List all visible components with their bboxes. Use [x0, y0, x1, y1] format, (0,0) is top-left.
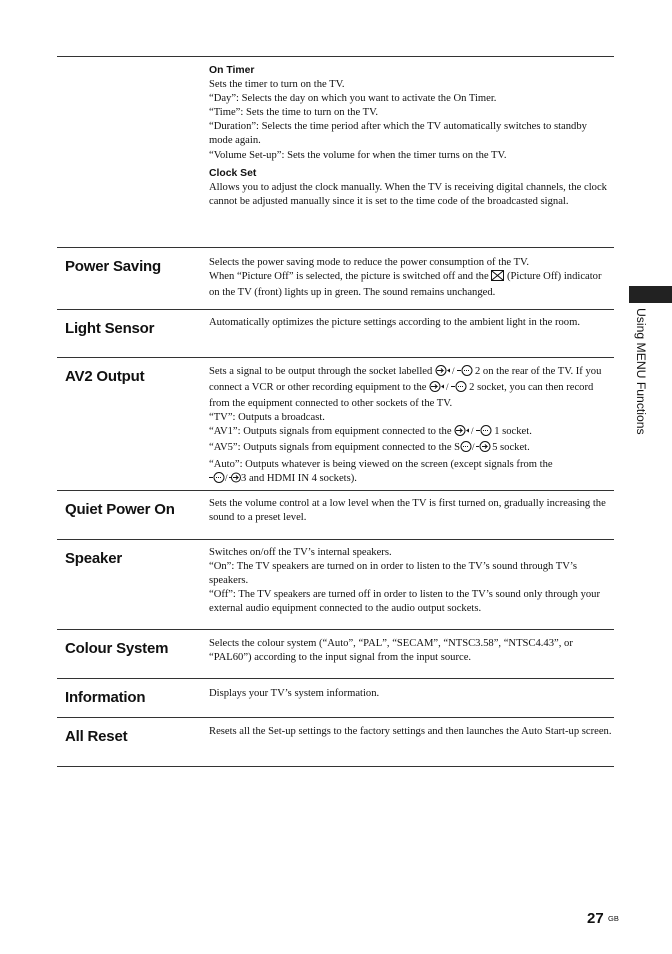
all-reset-text: Resets all the Set-up settings to the factory settings and then launches the Auto Start-up screen. [209, 726, 612, 737]
svg-text:/: / [472, 442, 475, 453]
all-reset-label: All Reset [65, 728, 128, 745]
av-input-output-icon [429, 381, 469, 397]
av2-output-tv: “TV”: Outputs a broadcast. [209, 412, 325, 424]
row-av2-output [57, 358, 614, 491]
power-saving-line: When “Picture Off” is selected, the picture is switched off and the (Picture Off) indicator on the TV (front) lights up in green. The sound remains unchanged. [209, 271, 602, 299]
av-input-output-icon [435, 365, 475, 381]
page-number: 27 [587, 910, 604, 927]
section-side-text: Using MENU Functions [634, 308, 648, 435]
row-power-saving [57, 248, 614, 310]
av-output-icon [209, 472, 241, 488]
svg-text:/: / [471, 426, 474, 437]
on-timer-line: Sets the timer to turn on the TV. [209, 79, 345, 91]
svg-text:/: / [225, 472, 228, 483]
on-timer-line: “Volume Set-up”: Sets the volume for when the timer turns on the TV. [209, 149, 507, 161]
av2-output-auto: “Auto”: Outputs whatever is being viewed on the screen (except signals from the / 3 and HDMI IN 4 sockets). [209, 458, 612, 488]
quiet-power-on-label: Quiet Power On [65, 501, 175, 518]
on-timer-line: “Duration”: Selects the time period after which the TV automatically switches to standby mode again. [209, 121, 587, 147]
row-colour-system [57, 630, 614, 679]
speaker-line: “On”: The TV speakers are turned on in order to listen to the TV’s sound through TV’s speakers. [209, 561, 577, 587]
speaker-label: Speaker [65, 550, 122, 567]
colour-system-label: Colour System [65, 640, 169, 657]
settings-table [57, 56, 614, 767]
svg-text:/: / [451, 366, 455, 376]
power-saving-line: Selects the power saving mode to reduce the power consumption of the TV. [209, 257, 529, 268]
clock-set-text: Allows you to adjust the clock manually. When the TV is receiving digital channels, the clock cannot be adjusted manually since it is set to the time code of the broadcasted signal. [209, 181, 607, 207]
row-quiet-power-on [57, 491, 614, 540]
section-side-label [636, 308, 650, 468]
speaker-line: Switches on/off the TV’s internal speakers. [209, 547, 392, 558]
av2-output-av1: “AV1”: Outputs signals from equipment connected to the / 1 socket. [209, 425, 612, 441]
on-timer-line: “Day”: Selects the day on which you want to activate the On Timer. [209, 93, 497, 105]
quiet-power-on-text: Sets the volume control at a low level when the TV is first turned on, gradually increasing the sound to a preset level. [209, 498, 606, 524]
av-input-icon [454, 425, 494, 441]
page-number-suffix: GB [608, 914, 619, 923]
row-timer [57, 57, 614, 248]
svg-text:/: / [446, 382, 449, 393]
on-timer-line: “Time”: Sets the time to turn on the TV. [209, 107, 379, 119]
row-all-reset [57, 718, 614, 767]
clock-set-heading: Clock Set [209, 167, 257, 179]
speaker-line: “Off”: The TV speakers are turned off in order to listen to the TV’s sound only through your external audio equipment connected to the audio output sockets. [209, 589, 601, 615]
row-speaker [57, 540, 614, 630]
colour-system-text: Selects the colour system (“Auto”, “PAL”, “SECAM”, “NTSC3.58”, “NTSC4.43”, or “PAL60”) according to the input signal from the input source. [209, 638, 573, 664]
av2-output-av5: “AV5”: Outputs signals from equipment connected to the S / 5 socket. [209, 441, 612, 457]
row-information [57, 679, 614, 718]
section-tab-marker [629, 286, 672, 303]
av2-output-label: AV2 Output [65, 368, 145, 385]
information-label: Information [65, 689, 146, 706]
on-timer-heading: On Timer [209, 65, 255, 76]
light-sensor-text: Automatically optimizes the picture settings according to the ambient light in the room. [209, 317, 580, 328]
picture-off-icon [491, 270, 504, 286]
row-light-sensor [57, 310, 614, 358]
information-text: Displays your TV’s system information. [209, 688, 380, 699]
power-saving-label: Power Saving [65, 258, 161, 275]
av2-output-desc: Sets a signal to be output through the socket labelled / 2 on the rear of the TV. If you connect a VCR or other recording equipment to the / 2 socket, you can then record from the equipment connected to other sockets of the TV. [209, 366, 602, 410]
light-sensor-label: Light Sensor [65, 320, 155, 337]
s-video-input-icon [460, 441, 492, 457]
